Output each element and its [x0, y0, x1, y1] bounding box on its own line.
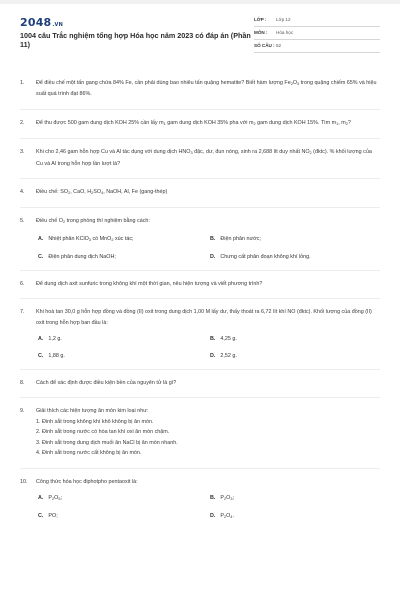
- question-item: [20, 477, 380, 487]
- question-text: Khi cho 2,46 gam hỗn hợp Cu và Al tác dụng với dung dịch $HNO_3$ đặc, dư, đun nóng, sinh ra 2,688 lít duy nhất $NO_2$ (đktc). % khối lượng của Cu và Al trong hỗn hợp lần lượt là?: [36, 149, 372, 167]
- question-text: Khi hoà tan 30,0 g hỗn hợp đồng và đồng (II) oxit trong dung dịch 1,00 M lấy dư, thấy thoát ra 6,72 lít khí NO (đktc). Khối lượng của đồng (II) oxit trong hỗn hợp ban đầu là:: [36, 309, 372, 326]
- question-item: [20, 406, 380, 458]
- logo-text: 2048: [20, 16, 52, 29]
- document-header: [20, 14, 380, 60]
- question-item: [20, 378, 380, 388]
- option-letter: A.: [38, 336, 44, 343]
- question-text: Để dung dịch axit sunfuric trong không khí một thời gian, nêu hiện tượng và viết phương trình?: [36, 280, 263, 287]
- answer-options: [20, 335, 380, 360]
- question-list: [20, 78, 380, 521]
- question-text: Để thu được 500 gam dung dịch KOH 25% cần lấy $m_1$ gam dung dịch KOH 35% pha với $m_2$ gam dung dịch KOH 15%. Tìm $m_1$, $m_2$?: [36, 119, 351, 126]
- question-divider: [20, 369, 380, 370]
- meta-key: SỐ CÂU :: [254, 43, 275, 48]
- meta-value: Lớp 12: [276, 17, 291, 22]
- option-letter: C.: [38, 353, 44, 360]
- question-text: Để điều chế một tấn gang chứa 84% Fe, cần phải dùng bao nhiêu tấn quặng hematite? Biết hàm lượng $Fe_2O_3$ trong quặng chiếm 65% và hiệu suất quá trình đạt 86%.: [36, 80, 377, 98]
- option-letter: D.: [210, 512, 216, 519]
- question-item: [20, 187, 380, 198]
- question-number: 2.: [20, 119, 25, 126]
- document-title: 1004 câu Trắc nghiệm tổng hợp Hóa học năm 2023 có đáp án (Phần 11): [20, 31, 251, 49]
- question-divider: [20, 468, 380, 469]
- option-text: PO;: [48, 512, 58, 519]
- question-line: 3. Đinh sắt trong dung dịch muối ăn NaCl bị ăn mòn nhanh.: [36, 439, 178, 446]
- answer-option[interactable]: [38, 494, 210, 503]
- meta-key: MÔN :: [254, 30, 268, 35]
- question-item: [20, 78, 380, 100]
- question-line: Giải thích các hiện tượng ăn mòn kim loại như:: [36, 408, 149, 415]
- question-text: Cách để xác định được điều kiện bền của nguyên tử là gì?: [36, 380, 177, 387]
- question-item: [20, 279, 380, 289]
- question-line: 1. Đinh sắt trong không khí khô không bị ăn mòn.: [36, 418, 154, 425]
- answer-option[interactable]: [210, 352, 382, 360]
- question-item: [20, 147, 380, 169]
- option-letter: A.: [38, 494, 44, 501]
- meta-key: LỚP :: [254, 17, 267, 22]
- option-text: $P_2O_5$;: [48, 494, 62, 501]
- top-band: [0, 0, 400, 4]
- question-number: 7.: [20, 309, 25, 316]
- option-letter: C.: [38, 253, 44, 260]
- answer-option[interactable]: [38, 335, 210, 343]
- question-item: [20, 307, 380, 328]
- option-text: 4,25 g.: [220, 336, 237, 343]
- question-divider: [20, 207, 380, 208]
- question-divider: [20, 109, 380, 110]
- answer-option[interactable]: [38, 512, 210, 521]
- site-logo[interactable]: [20, 16, 63, 29]
- meta-value: Hóa học: [276, 30, 294, 35]
- question-number: 4.: [20, 189, 25, 196]
- answer-option[interactable]: [210, 335, 382, 343]
- option-letter: C.: [38, 512, 44, 519]
- option-letter: A.: [38, 235, 44, 242]
- answer-option[interactable]: [210, 494, 382, 503]
- option-text: Điện phân nước;: [220, 235, 261, 242]
- option-text: Chưng cất phân đoạn không khí lỏng.: [220, 253, 311, 260]
- option-letter: B.: [210, 494, 216, 501]
- option-letter: D.: [210, 353, 216, 360]
- question-number: 10.: [20, 478, 28, 485]
- question-line: 2. Đinh sắt trong nước có hòa tan khí oxi ăn mòn chậm.: [36, 429, 170, 436]
- question-number: 5.: [20, 218, 25, 225]
- meta-row-subject: [254, 27, 380, 40]
- option-text: $P_2O_3$;: [220, 494, 234, 501]
- answer-options: [20, 494, 380, 521]
- answer-option[interactable]: [38, 253, 210, 261]
- option-text: 1,2 g.: [48, 336, 62, 343]
- option-letter: B.: [210, 336, 216, 343]
- question-divider: [20, 270, 380, 271]
- answer-option[interactable]: [210, 235, 382, 244]
- question-divider: [20, 138, 380, 139]
- question-divider: [20, 397, 380, 398]
- answer-option[interactable]: [38, 235, 210, 244]
- answer-option[interactable]: [210, 253, 382, 261]
- question-number: 8.: [20, 380, 25, 387]
- option-text: Nhiệt phân KClO$_3$ có MnO$_2$ xúc tác;: [48, 235, 134, 242]
- question-divider: [20, 178, 380, 179]
- answer-option[interactable]: [210, 512, 382, 521]
- meta-row-class: [254, 14, 380, 27]
- question-number: 3.: [20, 149, 25, 156]
- option-text: 1,88 g.: [48, 353, 65, 360]
- option-letter: D.: [210, 253, 216, 260]
- question-line: 4. Đinh sắt trong nước cất không bị ăn mòn.: [36, 450, 142, 457]
- answer-options: [20, 235, 380, 261]
- question-number: 9.: [20, 408, 25, 415]
- question-text: Điều chế: $SO_2$, CaO, $H_2SO_4$, NaOH, Al, Fe (gang-thép): [36, 189, 168, 196]
- question-text: Điều chế $O_2$ trong phòng thí nghiệm bằng cách:: [36, 218, 150, 225]
- option-text: 2,52 g.: [220, 353, 237, 360]
- question-number: 1.: [20, 80, 25, 86]
- question-divider: [20, 298, 380, 299]
- question-item: [20, 118, 380, 129]
- meta-table: [254, 14, 380, 53]
- option-text: $P_2O_4$.: [220, 512, 234, 519]
- option-letter: B.: [210, 235, 216, 242]
- answer-option[interactable]: [38, 352, 210, 360]
- meta-value: 52: [276, 43, 282, 48]
- question-text: [36, 406, 380, 458]
- question-number: 6.: [20, 280, 25, 287]
- logo-suffix: .VN: [52, 22, 63, 28]
- question-text: Công thức hóa học điphotpho pentaoxit là:: [36, 478, 138, 485]
- meta-row-count: [254, 40, 380, 53]
- option-text: Điện phân dung dịch NaOH;: [48, 253, 116, 260]
- question-item: [20, 216, 380, 227]
